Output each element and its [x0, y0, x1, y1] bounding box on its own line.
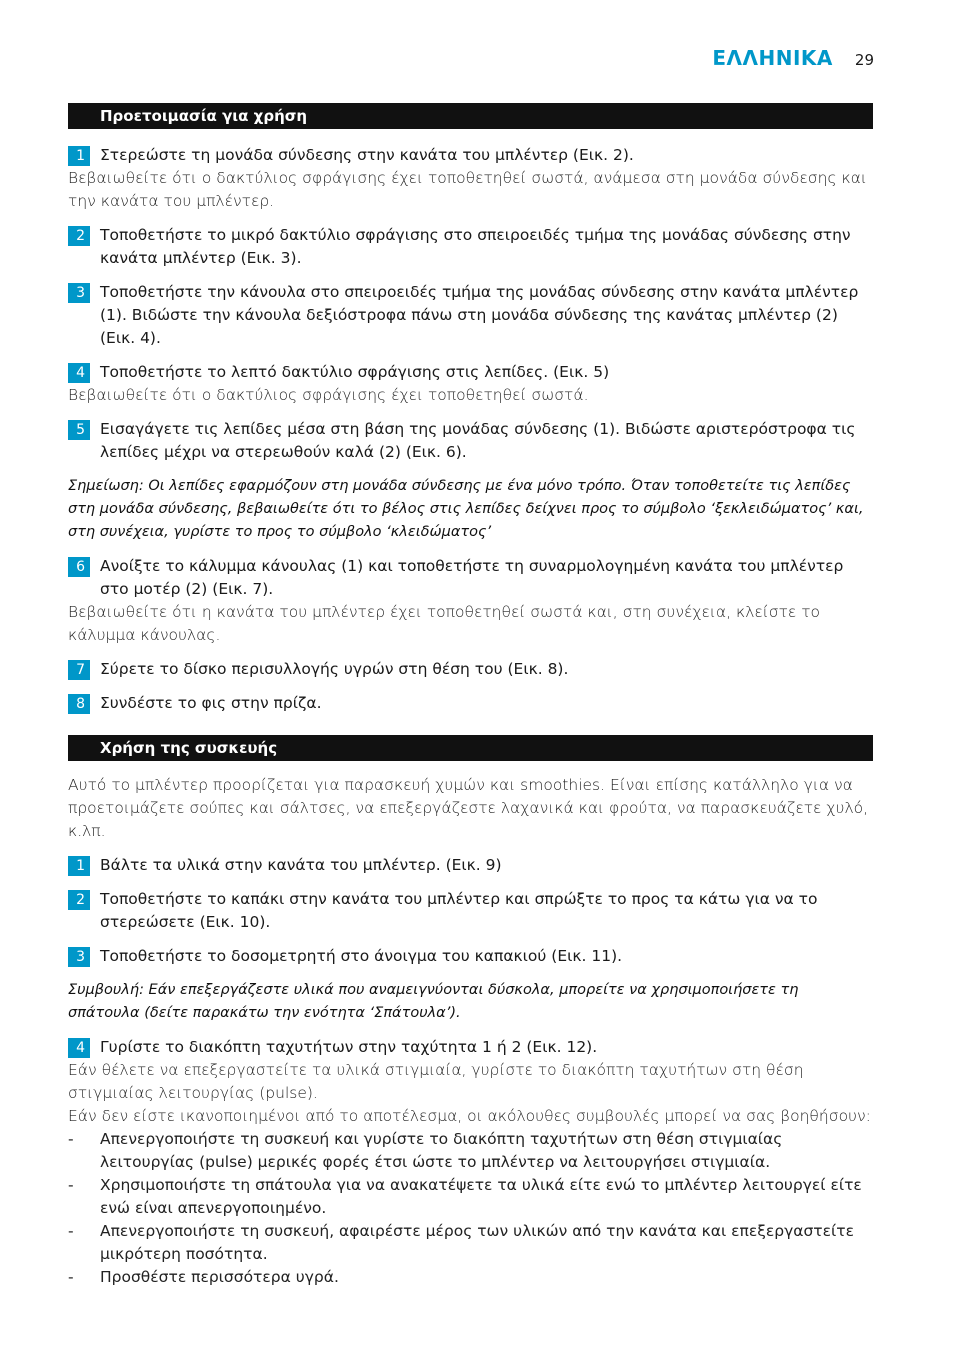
tip-bullet: [68, 1174, 873, 1220]
step-8: [68, 692, 873, 715]
tip-bullet: [68, 1266, 873, 1289]
step-text: Ανοίξτε το κάλυμμα κάνουλας (1) και τοποθετήστε τη συναρμολογημένη κανάτα του μπλέντερ στο μοτέρ (2) (Εικ. 7).: [100, 557, 844, 598]
section-title-usage: Χρήση της συσκευής: [68, 735, 873, 761]
page-number: 29: [854, 51, 874, 69]
step-1: [68, 144, 873, 167]
tip-bullet: [68, 1128, 873, 1174]
step-2: [68, 224, 873, 270]
step-note: Εάν δεν είστε ικανοποιημένοι από το αποτέλεσμα, οι ακόλουθες συμβουλές μπορεί να σας βοηθήσουν:: [68, 1107, 871, 1125]
step-number: 2: [68, 226, 90, 246]
step-text: Εισαγάγετε τις λεπίδες μέσα στη βάση της μονάδας σύνδεσης (1). Βιδώστε αριστερόστροφα τις λεπίδες μέχρι να στερεωθούν καλά (2) (Εικ. 6).: [100, 420, 856, 461]
note-text: Οι λεπίδες εφαρμόζουν στη μονάδα σύνδεσης με ένα μόνο τρόπο. Όταν τοποθετείτε τις λεπίδες στη μονάδα σύνδεσης, βεβαιωθείτε ότι το βέλος στις λεπίδες δείχνει προς το σύμβολο ‘ξεκλειδώματος’ και, στη συνέχεια, γυρίστε το προς το σύμβολο ‘κλειδώματος’: [68, 478, 864, 540]
bullet-dash: -: [68, 1268, 74, 1286]
step-number: 2: [68, 890, 90, 910]
step-note: Βεβαιωθείτε ότι η κανάτα του μπλέντερ έχει τοποθετηθεί σωστά και, στη συνέχεια, κλείστε το κάλυμμα κάνουλας.: [68, 603, 821, 644]
bullet-text: Απενεργοποιήστε τη συσκευή και γυρίστε το διακόπτη ταχυτήτων στη θέση στιγμιαίας λειτουργίας (pulse) μερικές φορές έτσι ώστε το μπλέντερ να λειτουργήσει στιγμιαία.: [100, 1130, 783, 1171]
step-number: 6: [68, 557, 90, 577]
step-text: Σύρετε το δίσκο περισυλλογής υγρών στη θέση του (Εικ. 8).: [100, 660, 569, 678]
step-3: [68, 945, 873, 968]
step-note: Εάν θέλετε να επεξεργαστείτε τα υλικά στιγμιαία, γυρίστε το διακόπτη ταχυτήτων στη θέση στιγμιαίας λειτουργίας (pulse).: [68, 1061, 804, 1102]
note-paragraph: [68, 475, 873, 544]
step-4: [68, 1036, 873, 1059]
step-text: Τοποθετήστε το μικρό δακτύλιο σφράγισης στο σπειροειδές τμήμα της μονάδας σύνδεσης στην κανάτα μπλέντερ (Εικ. 3).: [100, 226, 851, 267]
step-number: 3: [68, 947, 90, 967]
step-number: 4: [68, 1038, 90, 1058]
step-number: 1: [68, 856, 90, 876]
bullet-text: Απενεργοποιήστε τη συσκευή, αφαιρέστε μέρος των υλικών από την κανάτα και επεξεργαστείτε μικρότερη ποσότητα.: [100, 1222, 854, 1263]
note-label: Σημείωση:: [68, 478, 144, 494]
step-note: Βεβαιωθείτε ότι ο δακτύλιος σφράγισης έχει τοποθετηθεί σωστά.: [68, 386, 589, 404]
page-content: [68, 103, 873, 1289]
step-text: Συνδέστε το φις στην πρίζα.: [100, 694, 322, 712]
bullet-dash: -: [68, 1176, 74, 1194]
tip-label: Συμβουλή:: [68, 982, 144, 998]
step-text: Τοποθετήστε το καπάκι στην κανάτα του μπλέντερ και σπρώξτε το προς τα κάτω για να το στερεώσετε (Εικ. 10).: [100, 890, 818, 931]
section-title-preparation: Προετοιμασία για χρήση: [68, 103, 873, 129]
step-number: 1: [68, 146, 90, 166]
tip-paragraph: [68, 979, 873, 1025]
step-number: 5: [68, 420, 90, 440]
step-text: Τοποθετήστε την κάνουλα στο σπειροειδές τμήμα της μονάδας σύνδεσης στην κανάτα μπλέντερ (1). Βιδώστε την κάνουλα δεξιόστροφα πάνω στη μονάδα σύνδεσης της κανάτας μπλέντερ (2) (Εικ. 4).: [100, 283, 859, 347]
step-1: [68, 854, 873, 877]
step-text: Βάλτε τα υλικά στην κανάτα του μπλέντερ. (Εικ. 9): [100, 856, 502, 874]
step-note: Βεβαιωθείτε ότι ο δακτύλιος σφράγισης έχει τοποθετηθεί σωστά, ανάμεσα στη μονάδα σύνδεσης και την κανάτα του μπλέντερ.: [68, 169, 867, 210]
step-number: 3: [68, 283, 90, 303]
step-number: 4: [68, 363, 90, 383]
step-text: Στερεώστε τη μονάδα σύνδεσης στην κανάτα του μπλέντερ (Εικ. 2).: [100, 146, 634, 164]
bullet-dash: -: [68, 1130, 74, 1148]
step-6: [68, 555, 873, 601]
step-number: 7: [68, 660, 90, 680]
step-text: Τοποθετήστε το δοσομετρητή στο άνοιγμα του καπακιού (Εικ. 11).: [100, 947, 623, 965]
step-4: [68, 361, 873, 384]
tip-text: Εάν επεξεργάζεστε υλικά που αναμειγνύονται δύσκολα, μπορείτε να χρησιμοποιήσετε τη σπάτουλα (δείτε παρακάτω την ενότητα ‘Σπάτουλα’).: [68, 982, 799, 1021]
step-5: [68, 418, 873, 464]
bullet-dash: -: [68, 1222, 74, 1240]
tip-bullet: [68, 1220, 873, 1266]
language-label: ΕΛΛΗΝΙΚΑ: [712, 46, 833, 70]
step-text: Τοποθετήστε το λεπτό δακτύλιο σφράγισης στις λεπίδες. (Εικ. 5): [100, 363, 610, 381]
step-7: [68, 658, 873, 681]
intro-paragraph: Αυτό το μπλέντερ προορίζεται για παρασκευή χυμών και smoothies. Είναι επίσης κατάλληλο για να προετοιμάζετε σούπες και σάλτσες, να επεξεργάζεστε λαχανικά και φρούτα, να παρασκευάζετε χυλό, κ.λπ.: [68, 776, 869, 840]
page-header: [712, 46, 874, 70]
step-text: Γυρίστε το διακόπτη ταχυτήτων στην ταχύτητα 1 ή 2 (Εικ. 12).: [100, 1038, 598, 1056]
step-number: 8: [68, 694, 90, 714]
bullet-text: Προσθέστε περισσότερα υγρά.: [100, 1268, 339, 1286]
step-3: [68, 281, 873, 350]
step-2: [68, 888, 873, 934]
bullet-text: Χρησιμοποιήστε τη σπάτουλα για να ανακατέψετε τα υλικά είτε ενώ το μπλέντερ λειτουργεί είτε ενώ είναι απενεργοποιημένο.: [100, 1176, 862, 1217]
